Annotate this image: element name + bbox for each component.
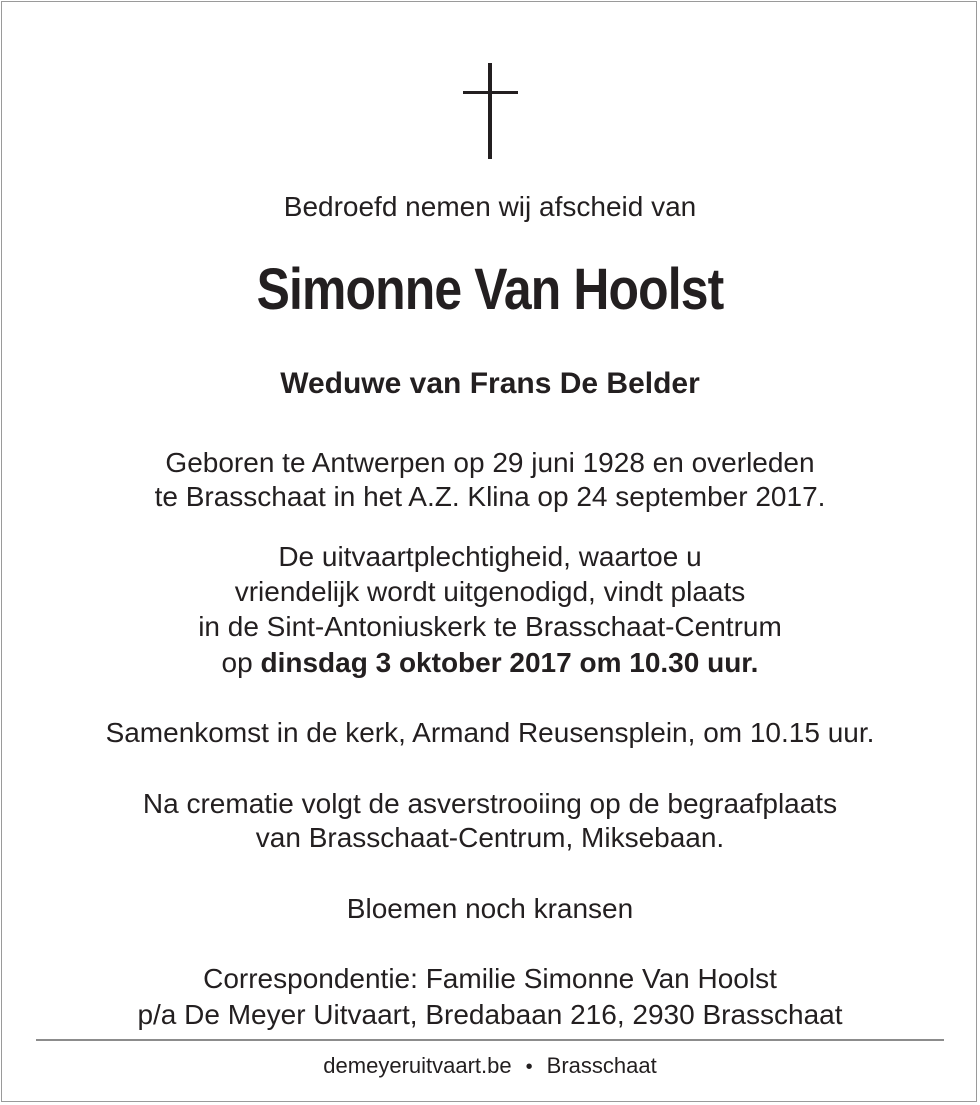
cross-icon (460, 63, 520, 159)
cremation-line-1: Na crematie volgt de asverstrooiing op de begraafplaats (142, 788, 838, 819)
ceremony-line-1: De uitvaartplechtigheid, waartoe u (278, 541, 702, 572)
spouse-line: Weduwe van Frans De Belder (280, 367, 700, 400)
cross-horizontal-bar (463, 91, 518, 94)
deceased-name: Simonne Van Hoolst (256, 257, 724, 322)
footer-separator: • (525, 1056, 533, 1078)
flowers-note: Bloemen noch kransen (346, 893, 634, 924)
correspondence-line-2: p/a De Meyer Uitvaart, Bredabaan 216, 2930 Brasschaat (137, 999, 843, 1030)
ceremony-line-4 (0, 646, 980, 680)
footer (0, 1052, 980, 1081)
footer-website: demeyeruitvaart.be (323, 1053, 512, 1078)
ceremony-line-3: in de Sint-Antoniuskerk te Brasschaat-Centrum (198, 611, 782, 642)
birth-death-line-2: te Brasschaat in het A.Z. Klina op 24 september 2017. (154, 481, 826, 512)
cross-vertical-bar (488, 63, 492, 159)
cremation-line-2: van Brasschaat-Centrum, Miksebaan. (255, 822, 725, 853)
footer-location: Brasschaat (546, 1053, 657, 1078)
ceremony-line-2: vriendelijk wordt uitgenodigd, vindt plaats (234, 576, 746, 607)
correspondence-line-1: Correspondentie: Familie Simonne Van Hoolst (203, 963, 777, 994)
intro-text: Bedroefd nemen wij afscheid van (283, 191, 697, 222)
footer-divider (36, 1039, 944, 1041)
birth-death-line-1: Geboren te Antwerpen op 29 juni 1928 en overleden (165, 447, 815, 478)
meeting-text: Samenkomst in de kerk, Armand Reusensplein, om 10.15 uur. (105, 717, 875, 748)
ceremony-date: dinsdag 3 oktober 2017 om 10.30 uur. (260, 647, 759, 678)
ceremony-date-prefix: op (221, 647, 253, 678)
